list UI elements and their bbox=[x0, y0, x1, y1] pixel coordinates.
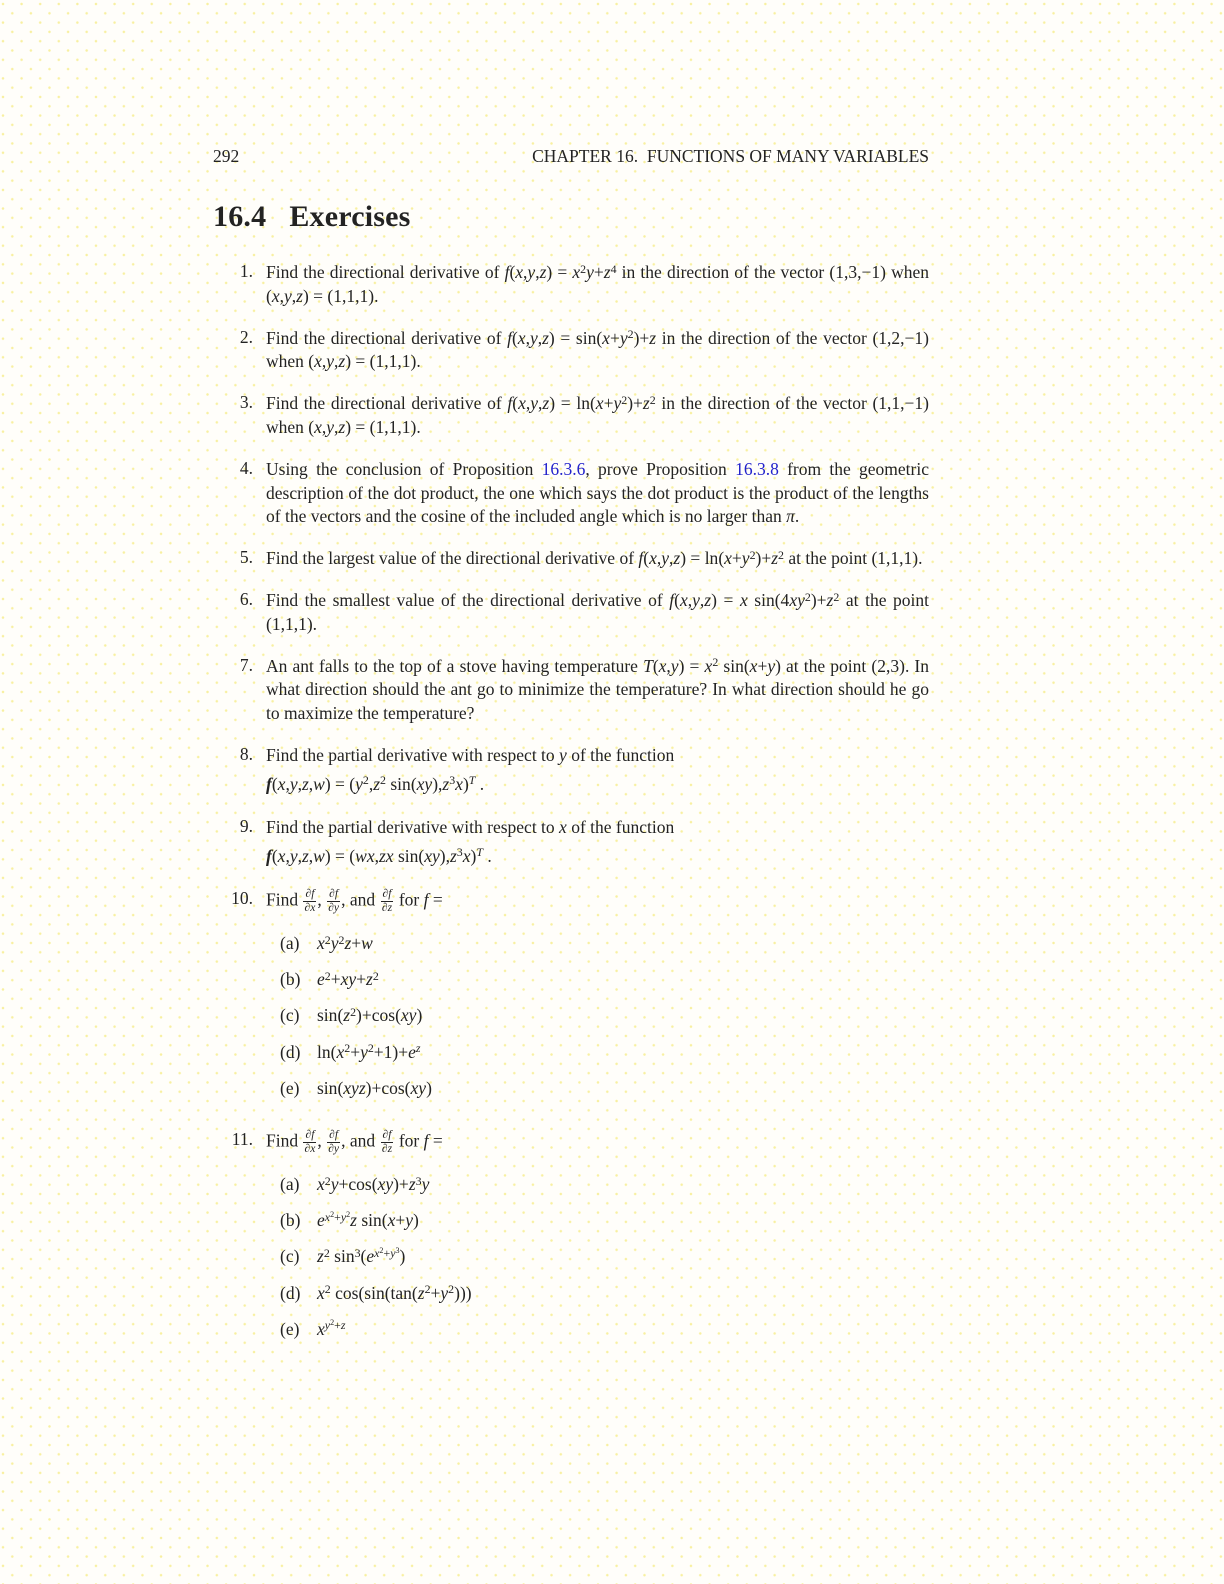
running-head: CHAPTER 16. FUNCTIONS OF MANY VARIABLES bbox=[532, 146, 929, 166]
subitem-formula: $x^{y^2+z}$ bbox=[317, 1318, 346, 1339]
exercise-body bbox=[266, 655, 929, 726]
subitem-label: (a) bbox=[280, 1174, 300, 1195]
section-title: Exercises bbox=[289, 200, 411, 233]
subitem-label: (c) bbox=[280, 1246, 300, 1267]
subitem-formula: $\ln(x^2+y^2+1)+e^z$ bbox=[317, 1041, 421, 1062]
exercise-number: 3. bbox=[239, 392, 253, 413]
exercise-list bbox=[213, 261, 929, 1352]
exercise-item bbox=[213, 744, 929, 798]
proposition-ref-link[interactable]: 16.3.8 bbox=[735, 458, 779, 479]
exercise-number: 1. bbox=[239, 261, 253, 281]
exercise-body bbox=[266, 1129, 929, 1352]
subitem-label: (c) bbox=[280, 1005, 300, 1026]
exercise-text: Find the directional derivative of $f(x,y,z) = x^2y+z^4$ in the direction of the vector (1,3,−1) when (x,y,z) = (1,1,1). bbox=[266, 261, 929, 306]
subitem-label: (d) bbox=[280, 1282, 301, 1303]
subitem-label: (b) bbox=[280, 1210, 301, 1231]
fraction: $\frac{\partial f}{\partial y}$ bbox=[328, 1128, 340, 1156]
subitem-formula: $x^2$ $\cos(\sin(\tan(z^2+y^2)))$ bbox=[317, 1282, 472, 1303]
fraction: $\frac{\partial f}{\partial z}$ bbox=[381, 1128, 393, 1156]
subitem-formula: $z^2$ $\sin^3(e^{x^2+y^3})$ bbox=[317, 1245, 406, 1267]
fraction: $\frac{\partial f}{\partial x}$ bbox=[304, 1128, 316, 1156]
exercise-subitem bbox=[266, 1039, 929, 1066]
exercise-item bbox=[213, 655, 929, 726]
exercise-item bbox=[213, 458, 929, 529]
subitem-label: (e) bbox=[280, 1077, 300, 1098]
exercise-item bbox=[213, 589, 929, 637]
exercise-body bbox=[266, 888, 929, 1111]
section-heading bbox=[213, 200, 929, 234]
exercise-subitem bbox=[266, 966, 929, 993]
exercise-body bbox=[266, 589, 929, 637]
exercise-body bbox=[266, 816, 929, 870]
exercise-text: An ant falls to the top of a stove having temperature $T(x,y) = x^2$ sin(x+y) at the point (2,3). In what direction should the ant go to minimize the temperature? In what direction should he go to maximize the temperature? bbox=[266, 655, 930, 724]
exercise-formula: f(x,y,z,w) = (wx,zx $\sin(xy),z^3x)^T$ . bbox=[266, 845, 492, 866]
exercise-text: Find $\frac{\partial f}{\partial x}$ , $\frac{\partial f}{\partial y}$ , and $\frac{\partial f}{\partial z}$ for f = bbox=[266, 887, 443, 915]
exercise-text: Find $\frac{\partial f}{\partial x}$ , $\frac{\partial f}{\partial y}$ , and $\frac{\partial f}{\partial z}$ for f = bbox=[266, 1128, 443, 1156]
subitem-label: (d) bbox=[280, 1041, 301, 1062]
section-number: 16.4 bbox=[213, 200, 267, 233]
exercise-item bbox=[213, 816, 929, 870]
exercise-item bbox=[213, 547, 929, 571]
exercise-text: Find the largest value of the directional derivative of $f(x,y,z) = \ln(x+y^2)+z^2$ at the point (1,1,1). bbox=[266, 547, 923, 569]
subitem-formula: $\sin(z^2)+\cos(xy)$ bbox=[317, 1004, 423, 1026]
exercise-subitem bbox=[266, 1243, 929, 1270]
subitem-label: (a) bbox=[280, 933, 300, 954]
exercise-subitem bbox=[266, 1171, 929, 1198]
exercise-subitem bbox=[266, 1075, 929, 1102]
exercise-text: Using the conclusion of Proposition 16.3.6, prove Proposition 16.3.8 from the geometric description of the dot product, the one which says the dot product is the product of the lengths of the vectors and the cosine of the included angle which is no larger than π. bbox=[266, 458, 929, 527]
subitem-formula: $e^{x^2+y^2}z$ sin(x+y) bbox=[317, 1209, 419, 1231]
exercise-number: 9. bbox=[239, 815, 253, 836]
subitem-formula: $e^2+xy+z^2$ bbox=[317, 968, 379, 990]
exercise-body bbox=[266, 547, 929, 571]
fraction: $\frac{\partial f}{\partial z}$ bbox=[381, 887, 393, 915]
exercise-item bbox=[213, 392, 929, 440]
fraction: $\frac{\partial f}{\partial x}$ bbox=[304, 887, 316, 915]
exercise-number: 7. bbox=[239, 654, 253, 675]
exercise-text: Find the directional derivative of $f(x,y,z) = \sin(x+y^2)+z$ in the direction of the vector (1,2,−1) when (x,y,z) = (1,1,1). bbox=[266, 327, 929, 372]
exercise-number: 2. bbox=[239, 326, 253, 347]
exercise-text: Find the partial derivative with respect to x of the function bbox=[266, 816, 675, 837]
exercise-subitems bbox=[266, 930, 929, 1102]
subitem-formula: sin(xyz)+cos(xy) bbox=[317, 1077, 432, 1098]
subitem-label: (e) bbox=[280, 1318, 300, 1339]
exercise-item bbox=[213, 888, 929, 1111]
exercise-text: Find the smallest value of the directional derivative of f(x,y,z) = x $\sin(4xy^2)+z^2$ at the point (1,1,1). bbox=[266, 589, 930, 634]
exercise-subitem bbox=[266, 1207, 929, 1234]
exercise-subitem bbox=[266, 1316, 929, 1343]
exercise-body bbox=[266, 261, 929, 309]
subitem-formula: $x^2y+\cos(xy)+z^3y$ bbox=[317, 1173, 430, 1195]
page-header bbox=[213, 146, 929, 167]
fraction: $\frac{\partial f}{\partial y}$ bbox=[328, 887, 340, 915]
exercise-subitem bbox=[266, 1280, 929, 1307]
exercise-item bbox=[213, 1129, 929, 1352]
exercise-subitem bbox=[266, 1002, 929, 1029]
page-content bbox=[213, 146, 929, 1370]
subitem-label: (b) bbox=[280, 969, 301, 990]
exercise-body bbox=[266, 392, 929, 440]
exercise-formula: $f(x,y,z,w) = (y^2,z^2$ $\sin(xy),z^3x)^T$ . bbox=[266, 773, 485, 794]
exercise-number: 4. bbox=[239, 457, 253, 478]
exercise-body bbox=[266, 327, 929, 375]
exercise-number: 6. bbox=[239, 588, 253, 609]
exercise-number: 8. bbox=[239, 743, 253, 764]
subitem-formula: $x^2y^2z+w$ bbox=[317, 932, 373, 954]
exercise-item bbox=[213, 261, 929, 309]
exercise-subitems bbox=[266, 1171, 929, 1343]
proposition-ref-link[interactable]: 16.3.6 bbox=[541, 458, 586, 479]
exercise-body bbox=[266, 458, 929, 529]
page-number: 292 bbox=[213, 146, 240, 166]
exercise-text: Find the directional derivative of $f(x,y,z) = \ln(x+y^2)+z^2$ in the direction of the vector (1,1,−1) when (x,y,z) = (1,1,1). bbox=[266, 392, 930, 437]
exercise-number: 11. bbox=[231, 1128, 253, 1149]
exercise-item bbox=[213, 327, 929, 375]
exercise-number: 5. bbox=[239, 547, 253, 568]
exercise-subitem bbox=[266, 930, 929, 957]
exercise-body bbox=[266, 744, 929, 798]
exercise-number: 10. bbox=[231, 887, 253, 908]
exercise-text: Find the partial derivative with respect to y of the function bbox=[266, 744, 675, 765]
